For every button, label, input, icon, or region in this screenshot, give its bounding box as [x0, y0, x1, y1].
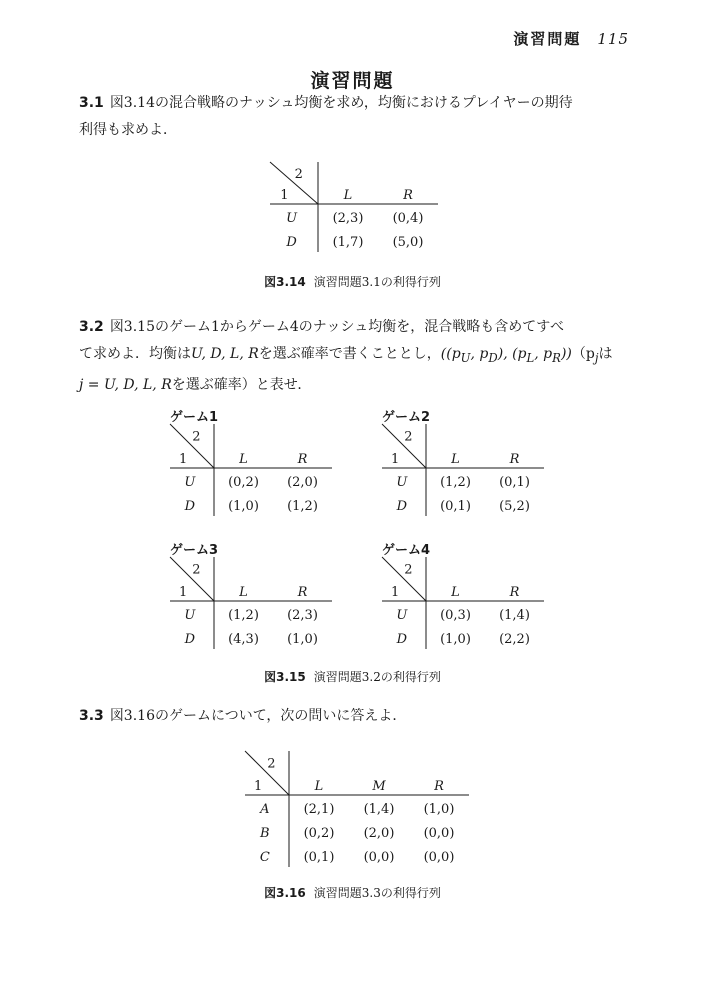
column-strategy-label: R: [509, 585, 520, 600]
math-segment: , p: [470, 346, 489, 362]
payoff-cell: (1,2): [440, 475, 471, 490]
problem-number: 3.2: [79, 319, 104, 335]
row-player-label: 1: [391, 585, 400, 600]
figure-caption-3-15: [0, 668, 705, 685]
row-strategy-label: B: [260, 826, 270, 841]
payoff-cell: (1,0): [287, 632, 318, 647]
payoff-cell: (5,0): [392, 235, 424, 250]
caption-text: 演習問題3.1の利得行列: [313, 275, 441, 289]
column-strategy-label: L: [239, 585, 248, 600]
problem-3-3: [79, 703, 639, 730]
caption-text: 演習問題3.2の利得行列: [313, 670, 441, 684]
math-probabilities: [440, 346, 572, 365]
figure-label: 図3.15: [264, 670, 306, 684]
running-head-section: 演習問題: [513, 30, 582, 48]
column-player-label: 2: [404, 562, 413, 578]
game-3-title: ゲーム3: [170, 543, 219, 558]
column-strategy-label: L: [451, 452, 460, 467]
problem-text-line3: [79, 372, 639, 399]
payoff-cell: (2,3): [287, 608, 318, 623]
problem-text-line1: 図3.15のゲーム1からゲーム4のナッシュ均衡を，混合戦略も含めてすべ: [109, 319, 564, 335]
figure-label: 図3.16: [264, 886, 306, 900]
column-strategy-label: R: [297, 452, 308, 467]
row-strategy-label: D: [396, 499, 408, 514]
payoff-matrix-game-2: [382, 424, 547, 516]
subscript-r: R: [552, 350, 561, 365]
column-player-label: 2: [404, 429, 413, 445]
row-strategy-label: D: [396, 632, 408, 647]
payoff-cell: (0,3): [440, 608, 471, 623]
column-strategy-label: R: [434, 779, 444, 794]
payoff-cell: (1,0): [228, 499, 259, 514]
problem-text-line2: 利得も求めよ．: [79, 122, 177, 138]
payoff-cell: (0,1): [303, 850, 335, 865]
text-segment: （p: [571, 346, 595, 362]
payoff-cell: (1,2): [287, 499, 318, 514]
problem-3-1: [79, 90, 639, 144]
column-player-label: 2: [267, 756, 276, 772]
math-segment: ((p: [440, 346, 461, 362]
column-strategy-label: R: [403, 188, 413, 203]
row-player-label: 1: [254, 779, 263, 794]
row-strategy-label: U: [184, 608, 196, 623]
column-strategy-label: L: [451, 585, 460, 600]
row-strategy-label: U: [396, 475, 408, 490]
payoff-cell: (2,3): [332, 211, 364, 226]
math-j-definition: j = U, D, L, R: [79, 376, 172, 393]
payoff-cell: (1,0): [423, 802, 455, 817]
text-segment: を選ぶ確率で書くこととし，: [258, 346, 441, 362]
math-segment: )): [560, 346, 572, 362]
figure-caption-3-16: [0, 884, 705, 901]
subscript-j: j: [594, 350, 599, 365]
figure-caption-3-14: [0, 273, 705, 290]
column-player-label: 2: [192, 429, 201, 445]
problem-3-2: [79, 314, 639, 399]
math-segment: ), (p: [497, 346, 527, 362]
page-number: 115: [597, 30, 629, 48]
row-strategy-label: D: [184, 632, 196, 647]
problem-text-line1: 図3.14の混合戦略のナッシュ均衡を求め，均衡におけるプレイヤーの期待: [109, 95, 573, 111]
payoff-cell: (2,1): [303, 802, 335, 817]
game-4-title: ゲーム4: [382, 543, 431, 558]
text-segment: は: [598, 346, 613, 362]
payoff-cell: (1,7): [332, 235, 364, 250]
payoff-cell: (2,2): [499, 632, 530, 647]
running-head: [513, 28, 629, 49]
problem-number: 3.1: [79, 95, 104, 111]
column-player-label: 2: [294, 166, 303, 182]
row-strategy-label: C: [259, 850, 270, 865]
payoff-cell: (0,2): [303, 826, 335, 841]
payoff-matrix-game-4: [382, 557, 547, 649]
row-player-label: 1: [179, 585, 188, 600]
payoff-cell: (0,2): [228, 475, 259, 490]
payoff-matrix-game-3: [170, 557, 335, 649]
row-strategy-label: U: [396, 608, 408, 623]
payoff-cell: (1,4): [499, 608, 530, 623]
payoff-cell: (2,0): [287, 475, 318, 490]
page-title: 演習問題: [310, 70, 395, 92]
payoff-cell: (1,2): [228, 608, 259, 623]
payoff-matrix-game-1: [170, 424, 335, 516]
problem-text-line1: 図3.16のゲームについて，次の問いに答えよ．: [109, 708, 407, 724]
payoff-cell: (2,0): [363, 826, 395, 841]
column-player-label: 2: [192, 562, 201, 578]
problem-number: 3.3: [79, 708, 104, 724]
subscript-l: L: [526, 350, 535, 365]
payoff-cell: (4,3): [228, 632, 259, 647]
text-segment: を選ぶ確率）と表せ．: [171, 376, 312, 393]
subscript-u: U: [460, 350, 471, 365]
subscript-d: D: [488, 350, 498, 365]
payoff-matrix-3-14: [270, 162, 450, 254]
payoff-cell: (0,1): [499, 475, 530, 490]
column-strategy-label: M: [372, 779, 386, 794]
payoff-cell: (0,0): [363, 850, 395, 865]
row-player-label: 1: [391, 452, 400, 467]
problem-text-line2: [79, 341, 639, 372]
row-strategy-label: U: [286, 211, 298, 226]
payoff-cell: (0,0): [423, 850, 455, 865]
row-strategy-label: D: [286, 235, 297, 250]
payoff-cell: (5,2): [499, 499, 530, 514]
payoff-cell: (1,4): [363, 802, 395, 817]
math-strategies: U, D, L, R: [191, 346, 259, 362]
payoff-cell: (0,1): [440, 499, 471, 514]
row-strategy-label: A: [260, 802, 270, 817]
column-strategy-label: L: [239, 452, 248, 467]
column-strategy-label: R: [509, 452, 520, 467]
column-strategy-label: R: [297, 585, 308, 600]
figure-label: 図3.14: [264, 275, 306, 289]
payoff-cell: (1,0): [440, 632, 471, 647]
column-strategy-label: L: [314, 779, 324, 794]
row-strategy-label: D: [184, 499, 196, 514]
caption-text: 演習問題3.3の利得行列: [313, 886, 441, 900]
text-segment: て求めよ．均衡は: [79, 346, 191, 362]
row-strategy-label: U: [184, 475, 196, 490]
row-player-label: 1: [280, 188, 289, 203]
row-player-label: 1: [179, 452, 188, 467]
game-2-title: ゲーム2: [382, 410, 431, 425]
math-segment: , p: [534, 346, 553, 362]
game-1-title: ゲーム1: [170, 410, 219, 425]
payoff-matrix-3-16: [245, 751, 475, 867]
payoff-cell: (0,4): [392, 211, 424, 226]
column-strategy-label: L: [343, 188, 353, 203]
payoff-cell: (0,0): [423, 826, 455, 841]
